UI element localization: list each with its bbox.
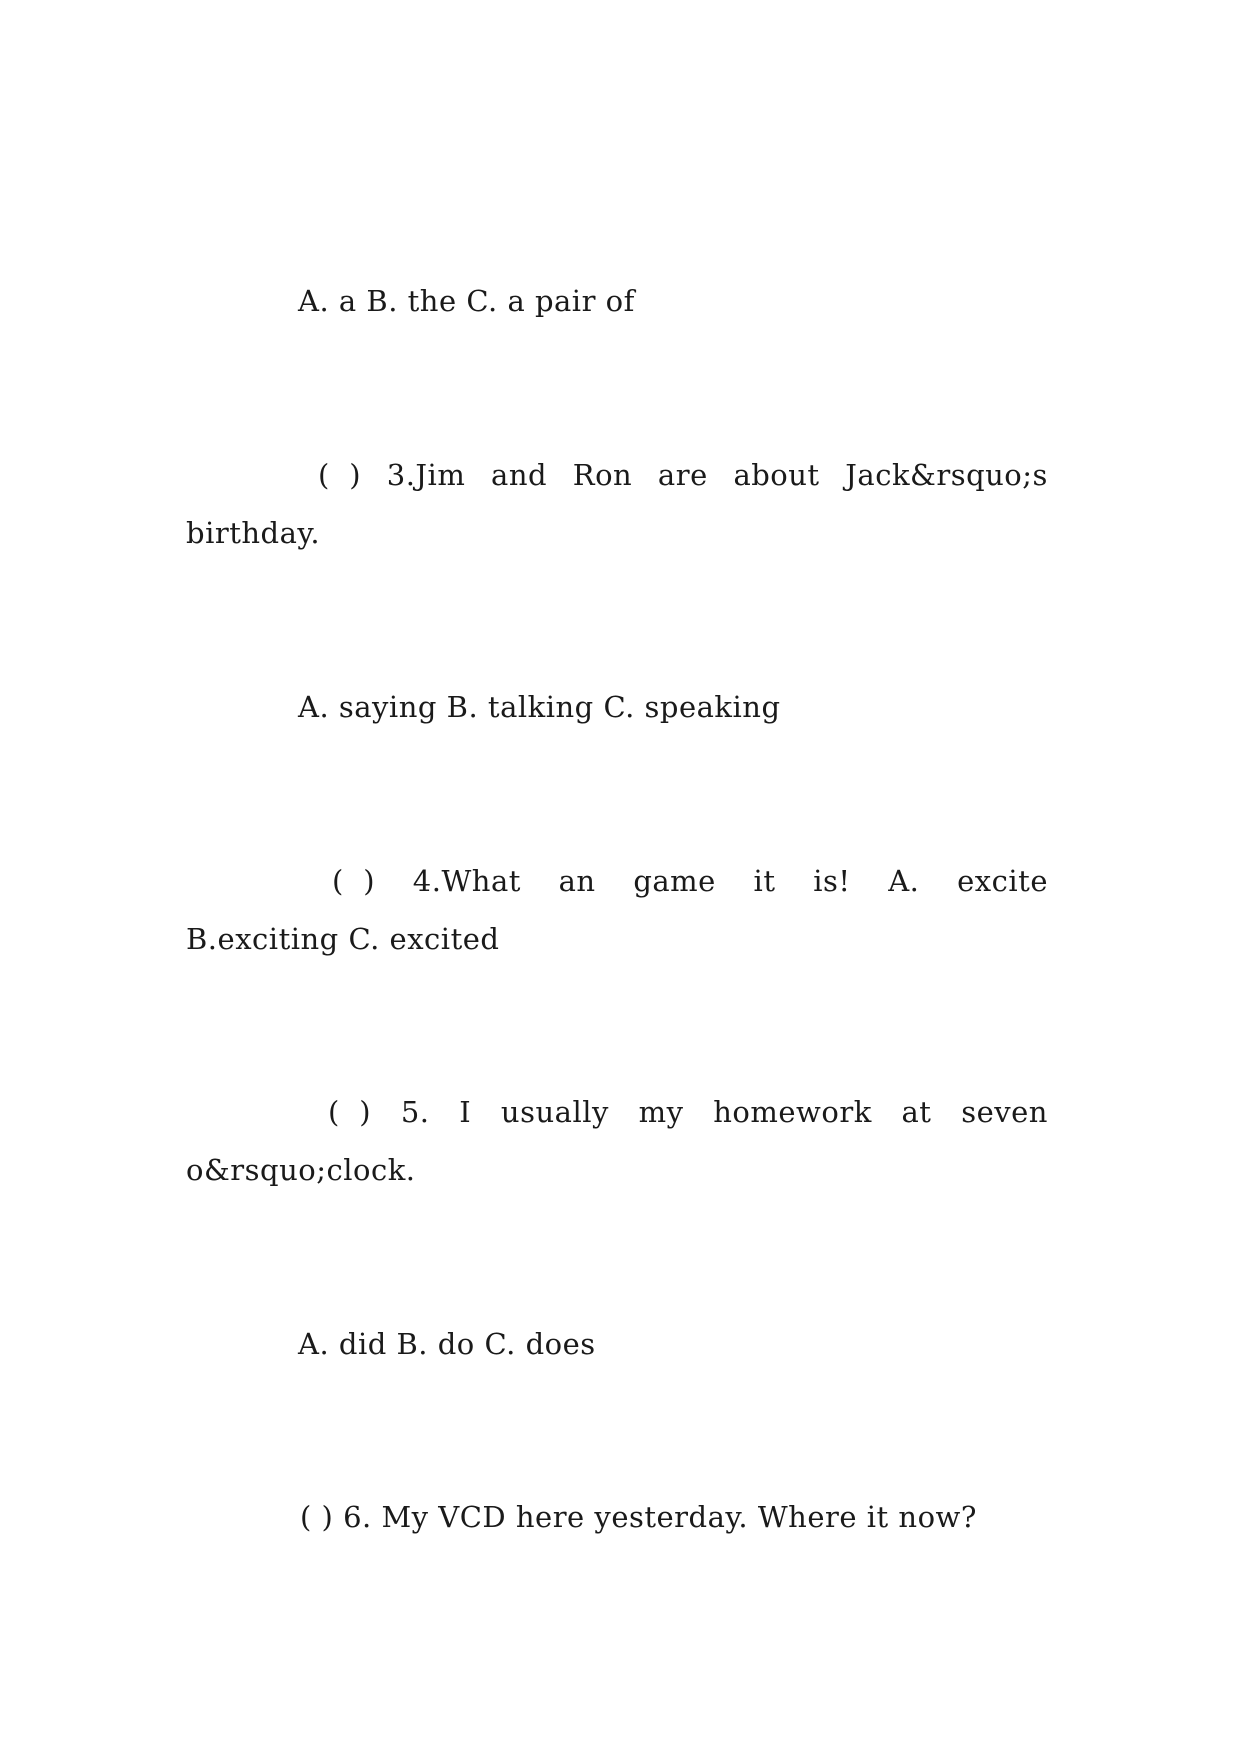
q5-options: A. did B. do C. does <box>298 1327 596 1361</box>
q3-stem-line <box>318 458 1048 492</box>
q6-stem-line: ( ) 6. My VCD here yesterday. Where it now? <box>300 1500 977 1534</box>
q4-stem-line <box>332 864 1048 898</box>
q5-word: at <box>901 1095 932 1129</box>
q4-blank: ( ) <box>332 864 376 898</box>
q5-word: usually <box>500 1095 609 1129</box>
q4-word: it <box>753 864 776 898</box>
q4-stem-continuation: B.exciting C. excited <box>186 922 500 956</box>
q4-word: 4.What <box>412 864 521 898</box>
q2-options: A. a B. the C. a pair of <box>298 284 635 318</box>
q4-word: A. <box>888 864 920 898</box>
q3-word: 3.Jim <box>386 458 466 492</box>
q4-word: an <box>558 864 596 898</box>
q4-word: excite <box>957 864 1048 898</box>
q5-blank: ( ) <box>328 1095 372 1129</box>
q5-word: homework <box>713 1095 872 1129</box>
q3-word: Jack&rsquo;s <box>845 458 1048 492</box>
q3-word: Ron <box>572 458 633 492</box>
q3-word: about <box>733 458 820 492</box>
q4-word: is! <box>813 864 851 898</box>
q5-stem-continuation: o&rsquo;clock. <box>186 1153 416 1187</box>
q4-word: game <box>633 864 716 898</box>
q3-word: are <box>657 458 708 492</box>
q5-stem-line <box>328 1095 1048 1129</box>
q3-stem-continuation: birthday. <box>186 516 321 550</box>
q5-word: I <box>459 1095 472 1129</box>
q5-word: 5. <box>400 1095 430 1129</box>
q3-blank: ( ) <box>318 458 362 492</box>
q5-word: seven <box>961 1095 1048 1129</box>
q3-word: and <box>491 458 548 492</box>
q5-word: my <box>638 1095 684 1129</box>
q3-options: A. saying B. talking C. speaking <box>298 690 781 724</box>
